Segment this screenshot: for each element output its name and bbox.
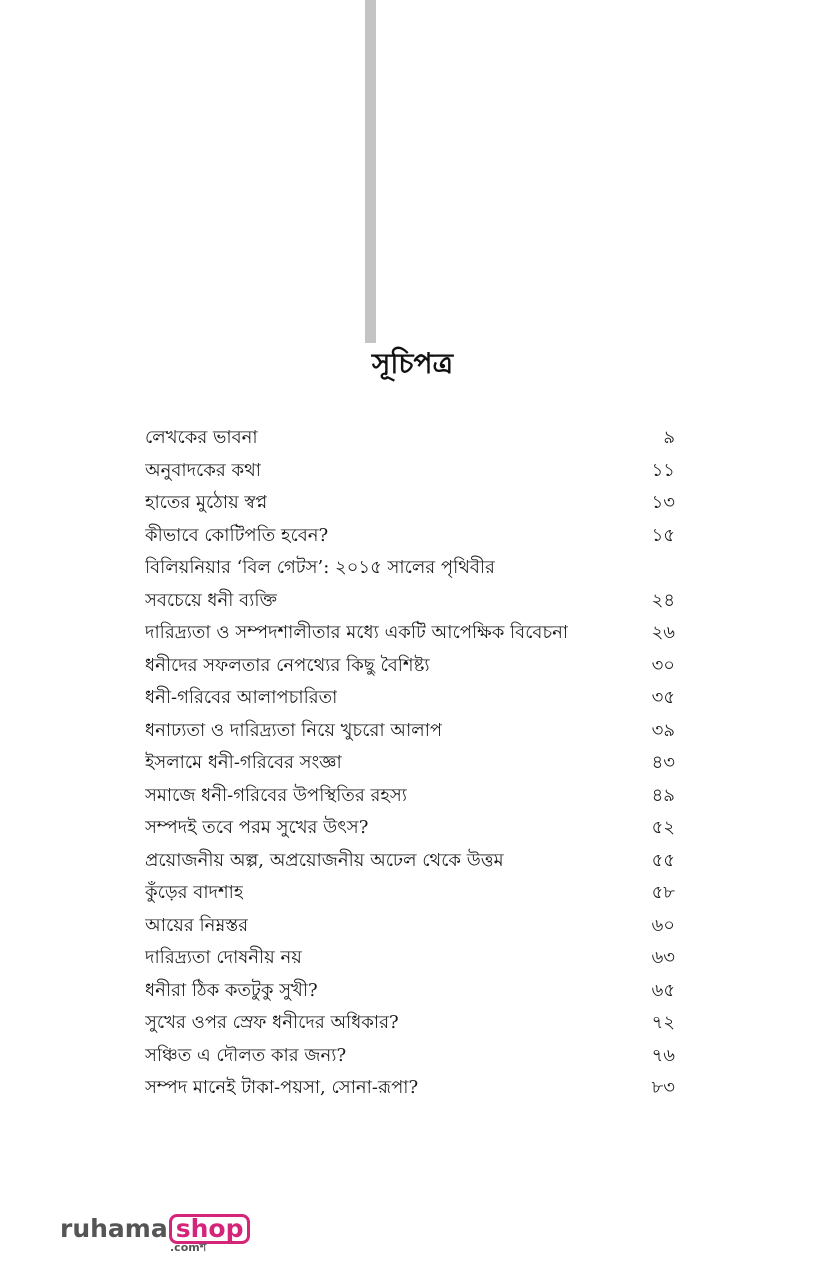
toc-entry-title: সঞ্চিত এ দৌলত কার জন্য? xyxy=(145,1044,347,1066)
toc-entry xyxy=(145,780,675,813)
page-title: সূচিপত্র xyxy=(371,347,454,380)
toc-entry-title: প্রয়োজনীয় অল্প, অপ্রয়োজনীয় অঢেল থেকে উত্তম xyxy=(145,849,504,871)
toc-entry xyxy=(145,455,675,488)
toc-entry-title: সম্পদ মানেই টাকা-পয়সা, সোনা-রূপা? xyxy=(145,1077,419,1098)
toc-entry-title: লেখকের ভাবনা xyxy=(145,427,258,448)
toc-entry-page: ৭২ xyxy=(651,1012,675,1033)
toc-entry-page: ৭৬ xyxy=(651,1044,675,1066)
toc-entry xyxy=(145,942,675,975)
toc-entry-title: দারিদ্র্যতা দোষনীয় নয় xyxy=(145,947,302,968)
table-of-contents xyxy=(145,422,675,1105)
vertical-rule xyxy=(365,0,376,343)
toc-entry xyxy=(145,845,675,878)
toc-entry-page: ৪৩ xyxy=(651,752,675,773)
toc-entry-page: ১৫ xyxy=(651,524,675,546)
toc-entry xyxy=(145,747,675,780)
toc-entry xyxy=(145,812,675,845)
toc-entry-title: দারিদ্র্যতা ও সম্পদশালীতার মধ্যে একটি আপেক্ষিক বিবেচনা xyxy=(145,622,569,643)
toc-entry xyxy=(145,910,675,943)
toc-entry-page: ৩৫ xyxy=(651,687,675,708)
logo-text-shop: shop xyxy=(169,1214,251,1244)
toc-entry xyxy=(145,487,675,520)
toc-entry-title: হাতের মুঠোয় স্বপ্ন xyxy=(145,492,268,513)
toc-entry xyxy=(145,1040,675,1073)
toc-entry-title: বিলিয়নিয়ার ‘বিল গেটস’: ২০১৫ সালের পৃথিবীর xyxy=(145,557,495,578)
toc-entry-page: ৫৮ xyxy=(651,882,675,903)
toc-entry-page: ৮৩ xyxy=(651,1077,675,1098)
toc-entry xyxy=(145,1007,675,1040)
toc-entry-page: ২৬ xyxy=(651,622,675,643)
toc-entry xyxy=(145,975,675,1008)
toc-entry-page: ৩০ xyxy=(651,654,675,676)
toc-entry xyxy=(145,520,675,553)
toc-entry-page: ৯ xyxy=(663,427,675,448)
toc-entry-title: সুখের ওপর স্রেফ ধনীদের অধিকার? xyxy=(145,1012,399,1033)
toc-entry-page: ৫২ xyxy=(651,817,675,838)
toc-entry-title: ধনী-গরিবের আলাপচারিতা xyxy=(145,687,338,708)
toc-entry-page: ৬৩ xyxy=(651,947,675,968)
toc-entry-page: ১৩ xyxy=(651,492,675,513)
toc-entry-title: সম্পদই তবে পরম সুখের উৎস? xyxy=(145,817,369,838)
toc-entry-page: ৪৯ xyxy=(651,784,675,806)
toc-entry xyxy=(145,715,675,748)
toc-entry-title: সবচেয়ে ধনী ব্যক্তি xyxy=(145,589,277,611)
toc-entry-page: ৫৫ xyxy=(651,849,675,871)
logo-text-ruhama: ruhama xyxy=(60,1214,168,1243)
toc-entry-title: সমাজে ধনী-গরিবের উপস্থিতির রহস্য xyxy=(145,784,407,806)
toc-entry xyxy=(145,650,675,683)
toc-entry xyxy=(145,1072,675,1105)
toc-entry-title: কীভাবে কোটিপতি হবেন? xyxy=(145,524,329,546)
toc-entry xyxy=(145,422,675,455)
toc-entry-title: ধনীরা ঠিক কতটুকু সুখী? xyxy=(145,979,318,1001)
toc-entry xyxy=(145,617,675,650)
toc-entry-title: ধনাঢ্যতা ও দারিদ্র্যতা নিয়ে খুচরো আলাপ xyxy=(145,719,443,741)
toc-entry-title: কুঁড়ের বাদশাহ xyxy=(145,882,244,903)
toc-entry-page: ১১ xyxy=(651,459,675,481)
toc-entry-title: ইসলামে ধনী-গরিবের সংজ্ঞা xyxy=(145,752,342,773)
toc-entry-page: ৬০ xyxy=(651,914,675,936)
toc-entry xyxy=(145,585,675,618)
toc-entry-page: ৬৫ xyxy=(651,979,675,1001)
toc-entry-page: ২৪ xyxy=(651,589,675,611)
toc-entry-title: অনুবাদকের কথা xyxy=(145,459,261,481)
toc-entry-title: আয়ের নিম্নস্তর xyxy=(145,914,249,936)
toc-entry xyxy=(145,682,675,715)
toc-entry-title: ধনীদের সফলতার নেপথ্যের কিছু বৈশিষ্ট্য xyxy=(145,654,430,676)
logo-text-domain: .comশ xyxy=(170,1241,207,1254)
toc-entry xyxy=(145,877,675,910)
toc-entry xyxy=(145,552,675,585)
toc-entry-page: ৩৯ xyxy=(651,719,675,741)
ruhamashop-logo xyxy=(60,1212,250,1254)
